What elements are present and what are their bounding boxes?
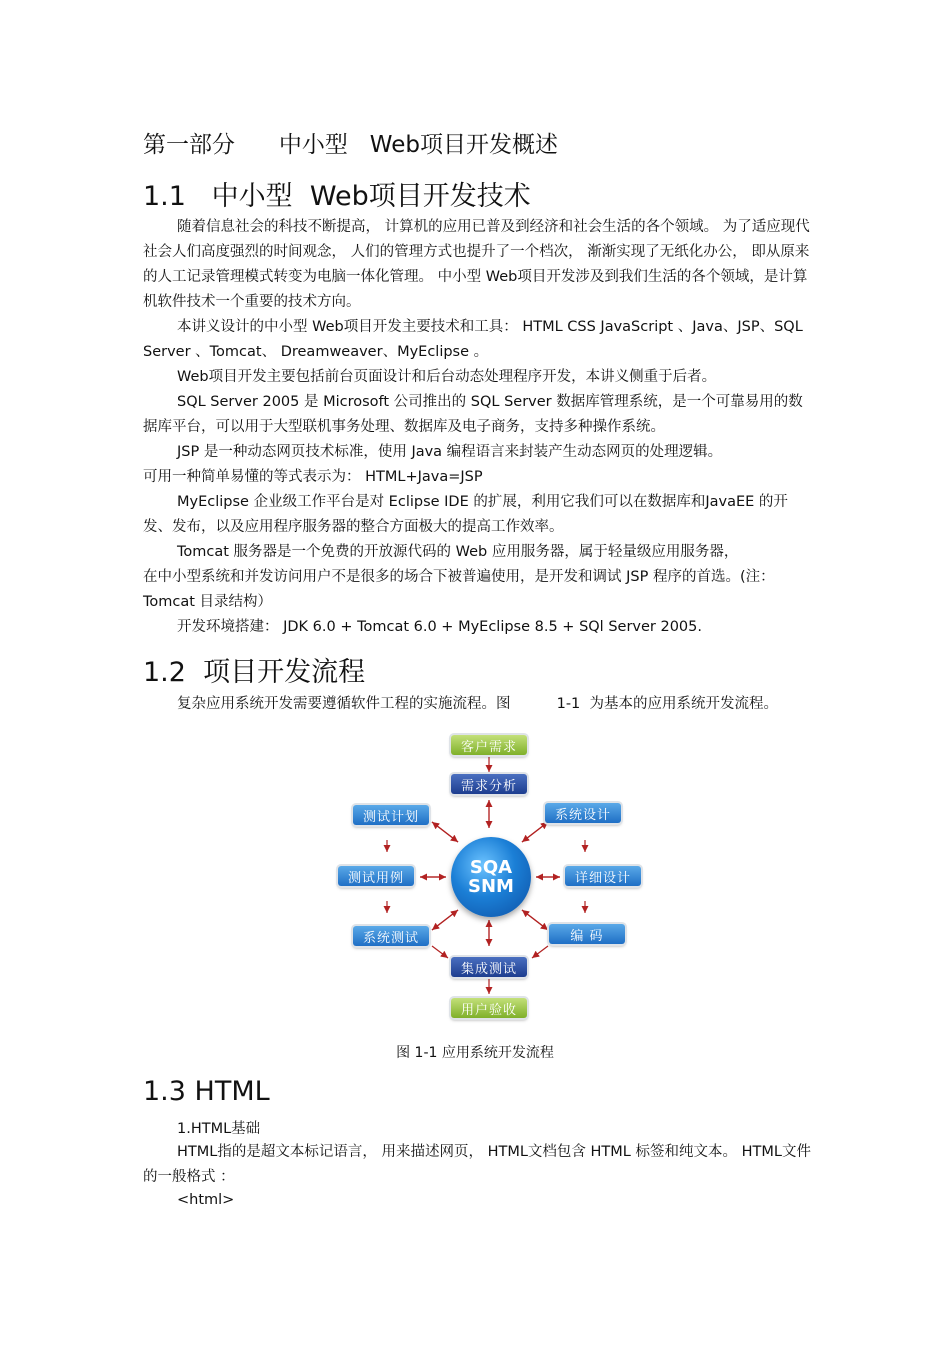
- node-requirements-analysis: 需求分析: [451, 774, 527, 794]
- node-system-design: 系统设计: [545, 803, 621, 823]
- arrow: [522, 822, 548, 842]
- section-1-3-body: [143, 1140, 813, 1190]
- section-1-1-heading: 1.1 中小型 Web项目开发技术: [143, 181, 531, 212]
- part-title: 第一部分 中小型 Web项目开发概述: [143, 132, 558, 158]
- hub-line: SQA: [469, 857, 513, 878]
- arrow: [432, 822, 458, 842]
- paragraph: 开发环境搭建： JDK 6.0 + Tomcat 6.0 + MyEclipse 8.5 + SQl Server 2005.: [177, 619, 702, 635]
- node-system-test: 系统测试: [353, 926, 429, 946]
- section-1-3-heading: 1.3 HTML: [143, 1076, 270, 1107]
- paragraph: SQL Server 2005 是 Microsoft 公司推出的 SQL Server 数据库管理系统，是一个可靠易用的数据库平台，可以用于大型联机事务处理、数据库及电子商务，支持多种操作系统。: [143, 394, 803, 435]
- node-test-cases: 测试用例: [338, 866, 414, 886]
- paragraph: 在中小型系统和并发访问用户不是很多的场合下被普遍使用，是开发和调试 JSP 程序的首选。(注： Tomcat 目录结构）: [143, 569, 775, 610]
- hub-sqa-snm: [451, 837, 531, 917]
- paragraph: MyEclipse 企业级工作平台是对 Eclipse IDE 的扩展，利用它我们可以在数据库和JavaEE 的开发、发布，以及应用程序服务器的整合方面极大的提高工作效率。: [143, 494, 788, 535]
- code-line: <html>: [177, 1192, 235, 1208]
- node-coding: 编 码: [549, 924, 625, 944]
- paragraph: Web项目开发主要包括前台页面设计和后台动态处理程序开发，本讲义侧重于后者。: [177, 369, 717, 385]
- hub-line: SNM: [468, 876, 514, 897]
- node-user-acceptance: 用户验收: [451, 998, 527, 1018]
- paragraph: JSP 是一种动态网页技术标准，使用 Java 编程语言来封装产生动态网页的处理逻辑。: [177, 444, 723, 460]
- subsection-label: 1.HTML基础: [177, 1121, 261, 1137]
- arrow: [432, 910, 458, 930]
- section-1-2-intro: 复杂应用系统开发需要遵循软件工程的实施流程。图 1-1 为基本的应用系统开发流程。: [177, 696, 778, 712]
- arrow: [432, 946, 448, 958]
- node-test-plan: 测试计划: [353, 805, 429, 825]
- section-1-2-heading: 1.2 项目开发流程: [143, 657, 366, 688]
- paragraph: Tomcat 服务器是一个免费的开放源代码的 Web 应用服务器，属于轻量级应用服务器，: [177, 544, 739, 560]
- node-detailed-design: 详细设计: [565, 866, 641, 886]
- paragraph: 随着信息社会的科技不断提高， 计算机的应用已普及到经济和社会生活的各个领域。 为了适应现代社会人们高度强烈的时间观念， 人们的管理方式也提升了一个档次， 渐渐实现了无纸化办公， 即从原来的人工记录管理模式转变为电脑一体化管理。 中小型 Web项目开发涉及到我们生活的各个领域，是计算机软件技术一个重要的技术方向。: [143, 219, 810, 310]
- node-customer-requirements: 客户需求: [451, 735, 527, 755]
- arrow: [522, 910, 548, 930]
- paragraph: 可用一种简单易懂的等式表示为： HTML+Java=JSP: [143, 469, 483, 485]
- paragraph: 本讲义设计的中小型 Web项目开发主要技术和工具： HTML CSS JavaScript 、Java、JSP、SQL Server 、Tomcat、 Dreamweaver、MyEclipse 。: [143, 319, 803, 360]
- paragraph: HTML指的是超文本标记语言， 用来描述网页， HTML文档包含 HTML 标签和纯文本。 HTML文件的一般格式 ：: [143, 1144, 811, 1185]
- arrow: [532, 946, 548, 958]
- node-integration-test: 集成测试: [451, 957, 527, 977]
- figure-caption: 图 1-1 应用系统开发流程: [396, 1045, 554, 1061]
